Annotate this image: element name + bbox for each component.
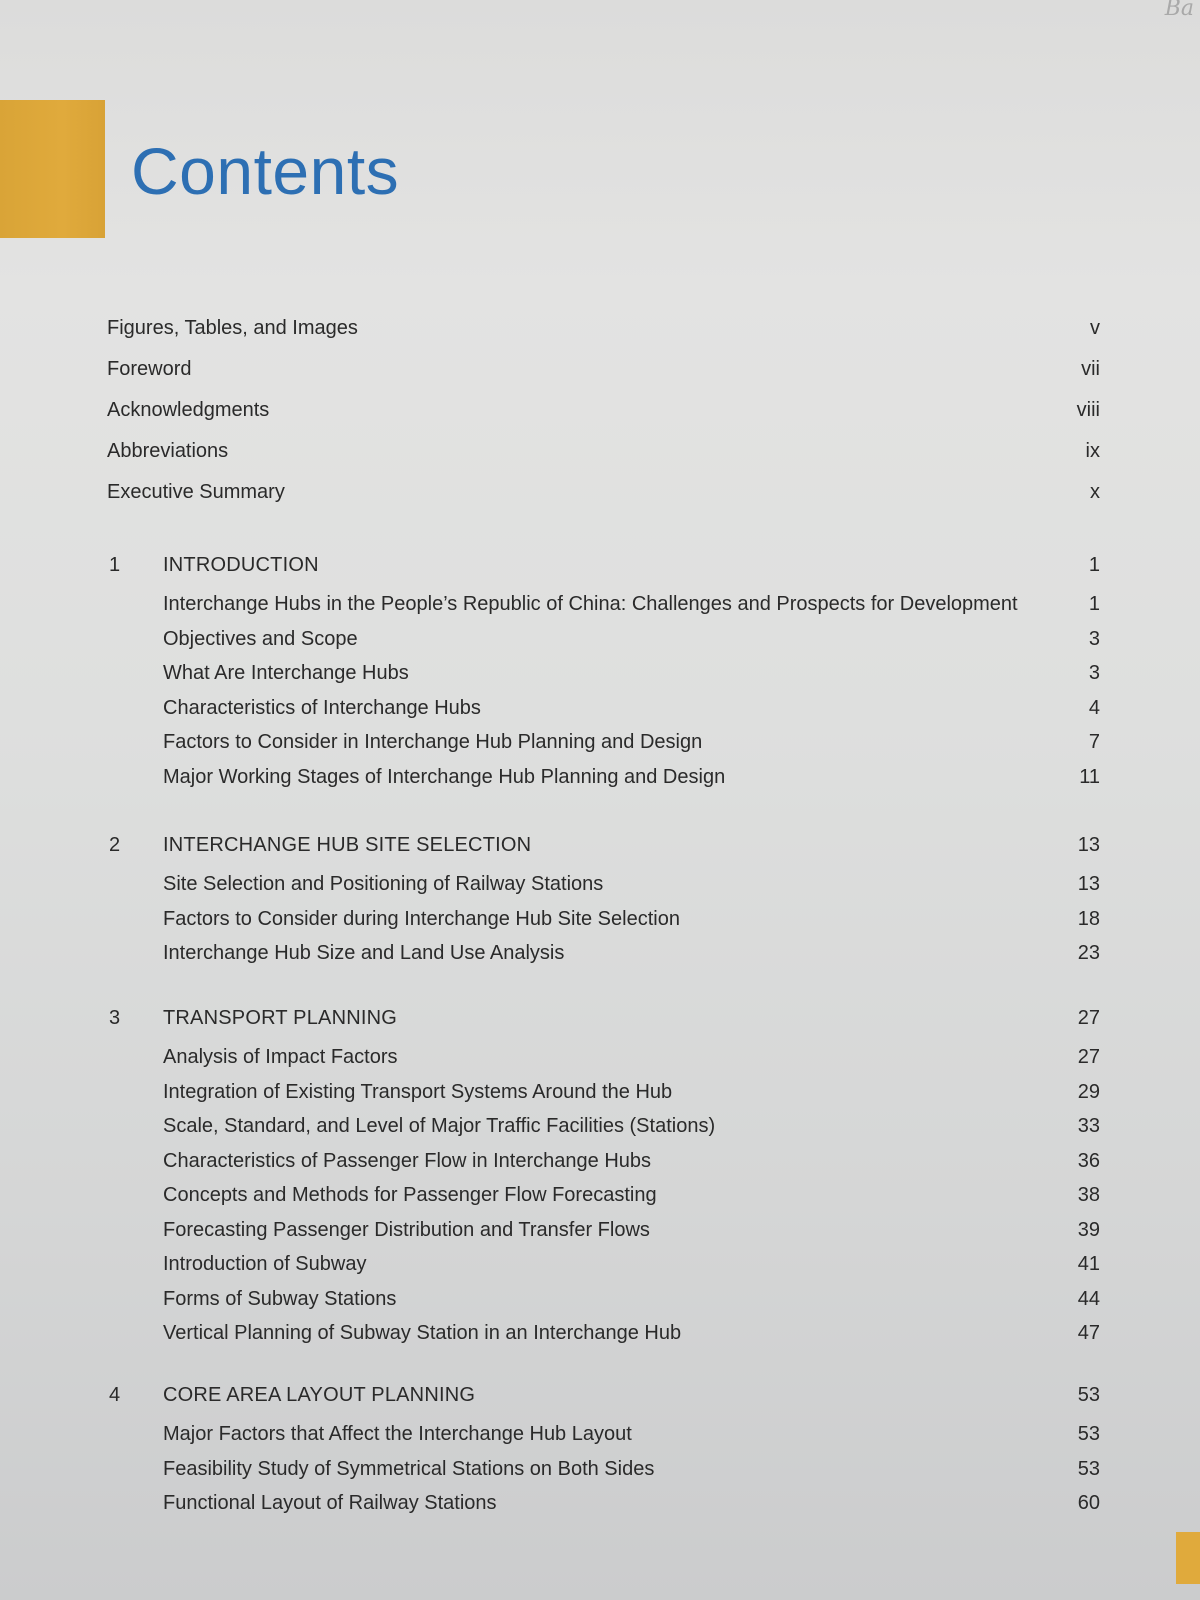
toc-entry-abbreviations[interactable] [107, 431, 1100, 472]
toc-entry-label: Figures, Tables, and Images [107, 317, 358, 339]
toc-entry-executive-summary[interactable] [107, 472, 1100, 513]
section-entry[interactable] [107, 1144, 1100, 1179]
section-entry[interactable] [107, 1247, 1100, 1282]
section-page: 33 [1077, 1115, 1100, 1137]
section-entry[interactable] [107, 1282, 1100, 1317]
section-label: Major Factors that Affect the Interchange Hub Layout [163, 1423, 632, 1445]
section-entry[interactable] [107, 902, 1100, 937]
section-entry[interactable] [107, 1316, 1100, 1351]
section-list [107, 587, 1100, 794]
section-page: 38 [1077, 1184, 1100, 1206]
toc-entry-page: v [1090, 317, 1100, 339]
section-list [107, 1040, 1100, 1351]
section-page: 29 [1077, 1080, 1100, 1103]
chapter-title: TRANSPORT PLANNING [163, 1007, 398, 1029]
section-list [107, 867, 1100, 971]
section-label: Objectives and Scope [163, 627, 358, 650]
chapter-heading[interactable] [107, 998, 1100, 1038]
section-page: 41 [1077, 1253, 1100, 1275]
section-page: 53 [1077, 1423, 1100, 1445]
section-page: 4 [1088, 696, 1100, 719]
toc-entry-label: Executive Summary [107, 481, 285, 503]
section-page: 18 [1077, 907, 1100, 930]
chapter-number: 2 [109, 834, 121, 856]
section-label: Site Selection and Positioning of Railway Stations [163, 873, 604, 895]
chapter-number: 1 [109, 554, 121, 576]
corner-tab [1176, 1532, 1200, 1584]
section-label: Major Working Stages of Interchange Hub Planning and Design [163, 765, 726, 788]
section-list [107, 1417, 1100, 1521]
section-entry[interactable] [107, 622, 1100, 657]
chapter-title: INTERCHANGE HUB SITE SELECTION [163, 834, 532, 856]
section-page: 47 [1077, 1322, 1100, 1344]
section-entry[interactable] [107, 656, 1100, 691]
section-page: 11 [1079, 765, 1100, 788]
chapter-title: INTRODUCTION [163, 554, 319, 576]
section-page: 60 [1077, 1492, 1100, 1514]
toc-entry-label: Foreword [107, 358, 192, 380]
accent-tab [0, 100, 105, 238]
section-label: Analysis of Impact Factors [163, 1046, 398, 1068]
section-page: 53 [1077, 1457, 1100, 1480]
chapter-page: 13 [1077, 834, 1100, 856]
chapter-number: 4 [109, 1384, 121, 1406]
section-entry[interactable] [107, 725, 1100, 760]
section-label: Characteristics of Interchange Hubs [163, 696, 481, 719]
section-page: 3 [1088, 662, 1100, 684]
section-page: 13 [1077, 873, 1100, 895]
chapter-page: 1 [1088, 554, 1100, 576]
chapter-heading[interactable] [107, 825, 1100, 865]
chapter-1 [107, 545, 1100, 794]
section-entry[interactable] [107, 1213, 1100, 1248]
chapter-page: 53 [1077, 1384, 1100, 1406]
section-label: Scale, Standard, and Level of Major Traffic Facilities (Stations) [163, 1115, 716, 1137]
section-label: Forecasting Passenger Distribution and Transfer Flows [163, 1218, 650, 1241]
section-page: 7 [1088, 731, 1100, 753]
section-entry[interactable] [107, 1417, 1100, 1452]
chapter-3 [107, 998, 1100, 1351]
toc-entry-page: vii [1081, 358, 1100, 380]
chapter-page: 27 [1077, 1007, 1100, 1029]
section-label: What Are Interchange Hubs [163, 662, 409, 684]
section-page: 36 [1077, 1149, 1100, 1172]
section-label: Functional Layout of Railway Stations [163, 1492, 497, 1514]
chapter-heading[interactable] [107, 545, 1100, 585]
section-label: Characteristics of Passenger Flow in Interchange Hubs [163, 1149, 652, 1172]
section-label: Factors to Consider in Interchange Hub Planning and Design [163, 731, 703, 753]
toc-entry-label: Abbreviations [107, 440, 229, 462]
chapter-number: 3 [109, 1007, 121, 1029]
chapter-4 [107, 1375, 1100, 1521]
section-entry[interactable] [107, 1075, 1100, 1110]
section-entry[interactable] [107, 691, 1100, 726]
section-entry[interactable] [107, 867, 1100, 902]
section-label: Factors to Consider during Interchange Hub Site Selection [163, 907, 680, 930]
section-page: 39 [1077, 1218, 1100, 1241]
front-matter-list [107, 308, 1100, 513]
section-page: 3 [1088, 627, 1100, 650]
toc-entry-page: x [1090, 481, 1100, 503]
pencil-mark: Ba [1164, 0, 1194, 21]
section-page: 27 [1077, 1046, 1100, 1068]
chapter-2 [107, 825, 1100, 971]
section-entry[interactable] [107, 1040, 1100, 1075]
section-page: 1 [1088, 593, 1100, 615]
section-entry[interactable] [107, 587, 1100, 622]
chapter-title: CORE AREA LAYOUT PLANNING [163, 1384, 476, 1406]
toc-entry-label: Acknowledgments [107, 399, 270, 421]
section-label: Introduction of Subway [163, 1253, 367, 1275]
section-entry[interactable] [107, 1109, 1100, 1144]
toc-entry-acknowledgments[interactable] [107, 390, 1100, 431]
section-entry[interactable] [107, 936, 1100, 971]
section-entry[interactable] [107, 1452, 1100, 1487]
section-page: 44 [1077, 1287, 1100, 1310]
toc-entry-figures[interactable] [107, 308, 1100, 349]
section-label: Concepts and Methods for Passenger Flow Forecasting [163, 1184, 657, 1206]
section-entry[interactable] [107, 1178, 1100, 1213]
section-label: Interchange Hubs in the People’s Republic of China: Challenges and Prospects for Development [163, 593, 1018, 615]
toc-entry-foreword[interactable] [107, 349, 1100, 390]
section-page: 23 [1077, 942, 1100, 964]
chapter-heading[interactable] [107, 1375, 1100, 1415]
section-entry[interactable] [107, 760, 1100, 795]
section-label: Interchange Hub Size and Land Use Analysis [163, 942, 565, 964]
toc-entry-page: viii [1076, 399, 1100, 421]
section-entry[interactable] [107, 1486, 1100, 1521]
section-label: Feasibility Study of Symmetrical Stations on Both Sides [163, 1457, 655, 1480]
section-label: Vertical Planning of Subway Station in an Interchange Hub [163, 1322, 682, 1344]
section-label: Forms of Subway Stations [163, 1287, 397, 1310]
section-label: Integration of Existing Transport Systems Around the Hub [163, 1080, 673, 1103]
toc-entry-page: ix [1085, 440, 1100, 462]
page-title: Contents [131, 134, 400, 208]
